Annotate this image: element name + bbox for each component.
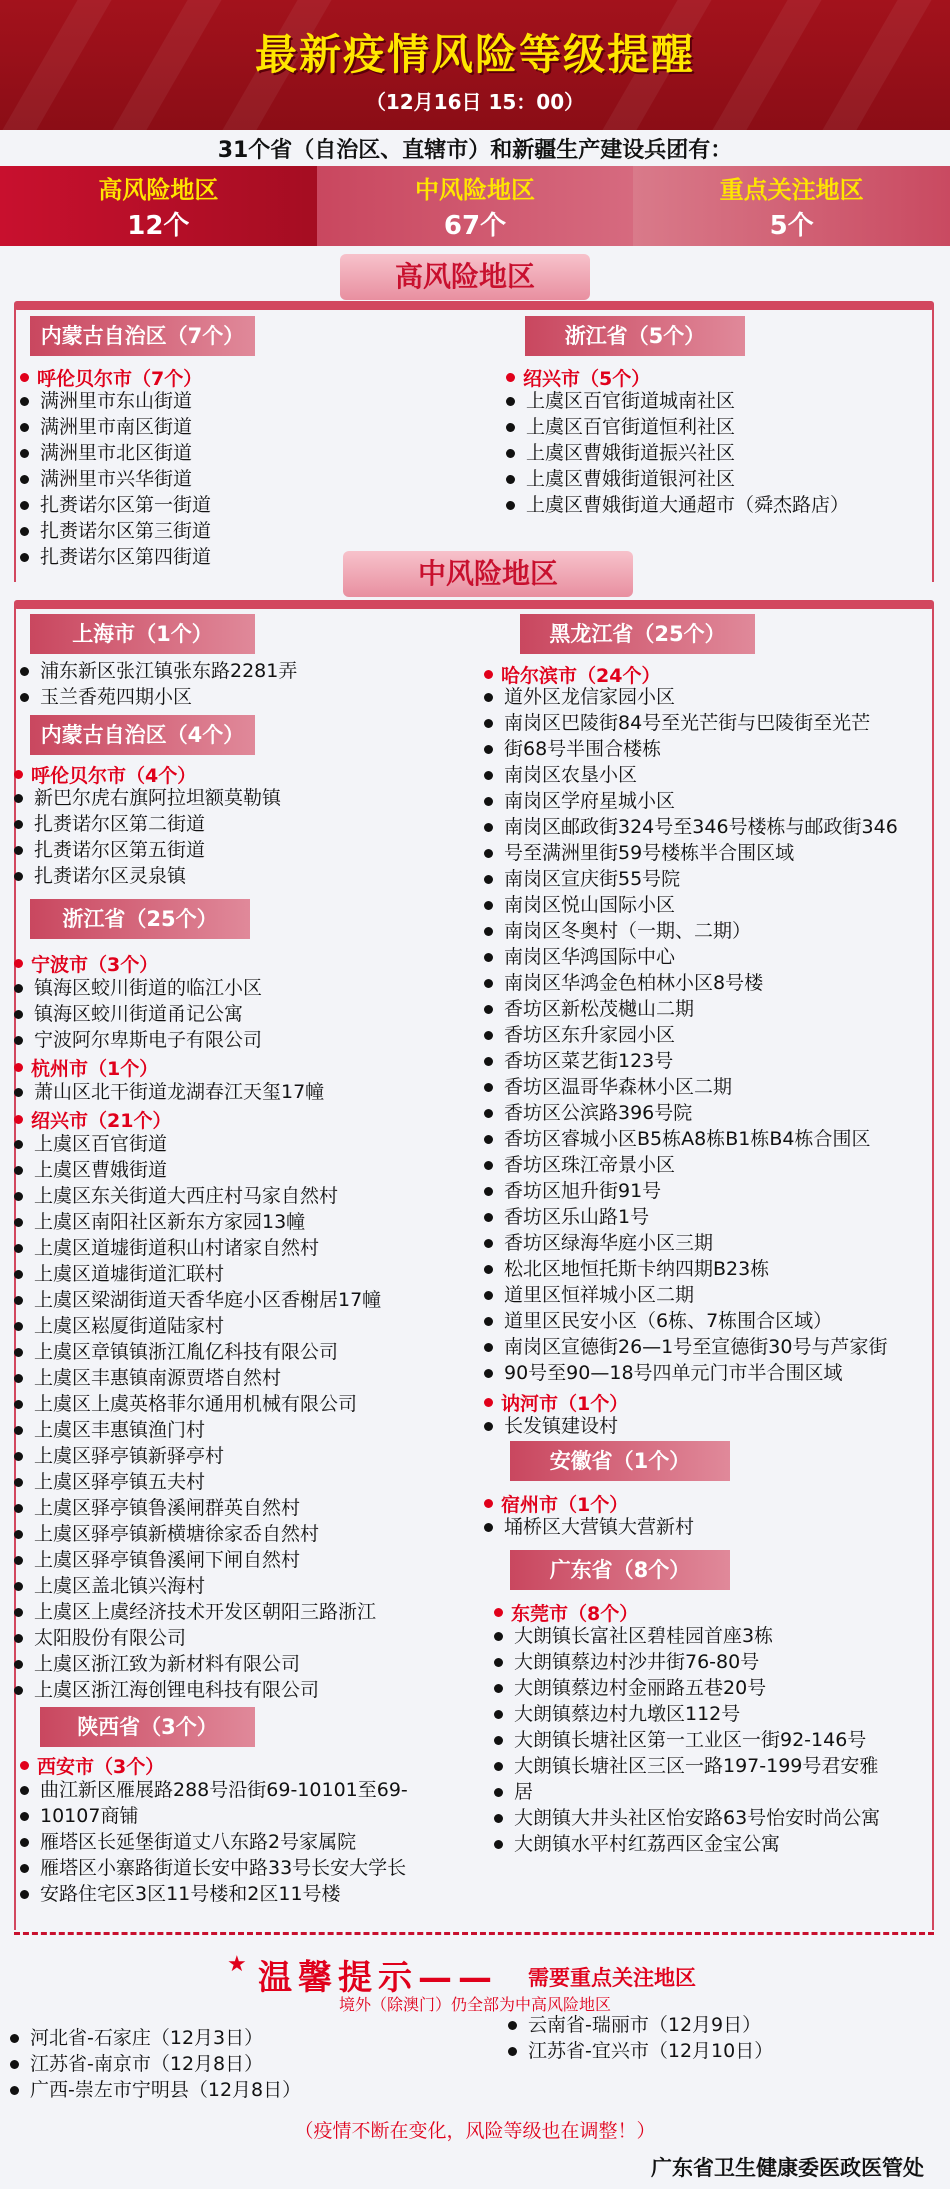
list-item: 大朗镇大井头社区怡安路63号怡安时尚公寓 [494, 1805, 880, 1831]
bullet-icon [14, 1244, 23, 1253]
list-item: 新巴尔虎右旗阿拉坦额莫勒镇 [14, 785, 281, 811]
divider [14, 301, 934, 310]
list-item: 上虞区曹娥街道振兴社区 [506, 440, 735, 466]
bullet-icon [14, 1608, 23, 1617]
list-item: 大朗镇蔡边村金丽路五巷20号 [494, 1675, 766, 1701]
list-item: 上虞区曹娥街道大通超市（舜杰路店） [506, 492, 849, 518]
province-header: 内蒙古自治区（4个） [30, 715, 255, 755]
bullet-icon [14, 1036, 23, 1045]
bullet-icon [484, 1291, 493, 1300]
list-item: 大朗镇长塘社区第一工业区一街92-146号 [494, 1727, 866, 1753]
city-header: 讷河市（1个） [484, 1389, 628, 1416]
bullet-icon [20, 667, 29, 676]
list-item: 萧山区北干街道龙湖春江天玺17幢 [14, 1079, 324, 1105]
bullet-icon [508, 2047, 517, 2056]
list-item: 扎赉诺尔区第一街道 [20, 492, 211, 518]
bullet-icon [494, 1736, 503, 1745]
footer-org: 广东省卫生健康委医政医管处 [651, 2156, 924, 2180]
list-item: 南岗区农垦小区 [484, 762, 637, 788]
list-item: 香坊区旭升街91号 [484, 1178, 661, 1204]
bullet-icon [484, 1161, 493, 1170]
bullet-icon [484, 901, 493, 910]
province-header: 安徽省（1个） [510, 1441, 730, 1481]
bullet-icon [14, 1348, 23, 1357]
list-item: 满洲里市南区街道 [20, 414, 192, 440]
list-item: 广西-崇左市宁明县（12月8日） [10, 2077, 301, 2103]
city-header: 绍兴市（5个） [506, 364, 650, 391]
bullet-icon [484, 1369, 493, 1378]
list-item: 上虞区东关街道大西庄村马家自然村 [14, 1183, 338, 1209]
divider [14, 600, 934, 609]
bullet-icon [14, 1010, 23, 1019]
mid-risk-banner: 中风险地区 [343, 551, 633, 597]
bullet-icon [20, 397, 29, 406]
update-time: （12月16日 15：00） [365, 90, 585, 114]
page-title: 最新疫情风险等级提醒 [254, 30, 695, 79]
bullet-icon [14, 1634, 23, 1643]
list-item: 上虞区百官街道恒利社区 [506, 414, 735, 440]
bullet-icon [494, 1658, 503, 1667]
bullet-icon [20, 1812, 29, 1821]
list-item: 南岗区学府星城小区 [484, 788, 675, 814]
footer-note: （疫情不断在变化，风险等级也在调整！） [294, 2120, 656, 2142]
province-header: 浙江省（25个） [30, 899, 250, 939]
bullet-icon [14, 794, 23, 803]
list-item: 上虞区驿亭镇新驿亭村 [14, 1443, 224, 1469]
list-item: 上虞区浙江海创锂电科技有限公司 [14, 1677, 319, 1703]
list-item: 扎赉诺尔区第五街道 [14, 837, 205, 863]
bullet-icon [10, 2060, 19, 2069]
divider [932, 306, 934, 582]
list-item: 宁波阿尔卑斯电子有限公司 [14, 1027, 262, 1053]
bullet-icon [506, 397, 515, 406]
bullet-icon [484, 849, 493, 858]
list-item: 香坊区东升家园小区 [484, 1022, 675, 1048]
bullet-icon [20, 693, 29, 702]
summary-count: 12个 [127, 211, 190, 241]
list-item: 道里区恒祥城小区二期 [484, 1282, 694, 1308]
list-item: 上虞区道墟街道积山村诸家自然村 [14, 1235, 319, 1261]
summary-count: 67个 [443, 211, 507, 241]
list-item: 满洲里市兴华街道 [20, 466, 192, 492]
list-item: 南岗区华鸿国际中心 [484, 944, 675, 970]
summary-mid [317, 166, 634, 246]
list-item: 江苏省-南京市（12月8日） [10, 2051, 263, 2077]
header [0, 0, 950, 130]
list-item: 上虞区驿亭镇五夫村 [14, 1469, 205, 1495]
list-item: 雁塔区小寨路街道长安中路33号长安大学长 [20, 1855, 406, 1881]
bullet-icon [484, 1265, 493, 1274]
list-item: 南岗区悦山国际小区 [484, 892, 675, 918]
summary-label: 高风险地区 [98, 176, 219, 204]
bullet-icon [14, 1192, 23, 1201]
bullet-icon [14, 1218, 23, 1227]
bullet-icon [14, 984, 23, 993]
city-header: 呼伦贝尔市（7个） [20, 364, 202, 391]
list-item: 香坊区温哥华森林小区二期 [484, 1074, 732, 1100]
summary-count: 5个 [769, 211, 814, 241]
province-header: 陕西省（3个） [40, 1707, 255, 1747]
list-item: 埇桥区大营镇大营新村 [484, 1514, 694, 1540]
bullet-icon [484, 797, 493, 806]
bullet-icon [494, 1632, 503, 1641]
list-item: 号至满洲里街59号楼栋半合围区域 [484, 840, 794, 866]
bullet-icon [14, 1400, 23, 1409]
bullet-icon [484, 953, 493, 962]
summary-bar [0, 166, 950, 246]
list-item: 扎赉诺尔区第三街道 [20, 518, 211, 544]
list-item: 上虞区章镇镇浙江胤亿科技有限公司 [14, 1339, 338, 1365]
bullet-icon [14, 1686, 23, 1695]
bullet-icon [14, 1374, 23, 1383]
bullet-icon [484, 927, 493, 936]
summary-high [0, 166, 317, 246]
bullet-icon [10, 2034, 19, 2043]
city-header: 杭州市（1个） [14, 1054, 158, 1081]
bullet-icon [20, 1838, 29, 1847]
list-item: 南岗区邮政街324号至346号楼栋与邮政街346 [484, 814, 898, 840]
city-header: 绍兴市（21个） [14, 1106, 171, 1133]
list-item: 香坊区珠江帝景小区 [484, 1152, 675, 1178]
list-item: 街68号半围合楼栋 [484, 736, 661, 762]
bullet-icon [20, 449, 29, 458]
list-item: 南岗区宣庆街55号院 [484, 866, 680, 892]
bullet-icon [484, 1422, 493, 1431]
list-item: 上虞区百官街道 [14, 1131, 167, 1157]
list-item: 长发镇建设村 [484, 1413, 618, 1439]
list-item: 大朗镇蔡边村沙井街76-80号 [494, 1649, 759, 1675]
list-item: 扎赉诺尔区灵泉镇 [14, 863, 186, 889]
divider [14, 306, 16, 582]
bullet-icon [494, 1684, 503, 1693]
list-item: 上虞区丰惠镇渔门村 [14, 1417, 205, 1443]
bullet-icon [20, 423, 29, 432]
bullet-icon [484, 1213, 493, 1222]
bullet-icon [14, 1322, 23, 1331]
list-item: 香坊区乐山路1号 [484, 1204, 649, 1230]
bullet-icon [484, 1057, 493, 1066]
bullet-icon [494, 1840, 503, 1849]
bullet-icon [494, 1788, 503, 1797]
bullet-icon [494, 1710, 503, 1719]
list-item: 上虞区盖北镇兴海村 [14, 1573, 205, 1599]
list-item: 南岗区冬奥村（一期、二期） [484, 918, 751, 944]
list-item: 南岗区巴陵街84号至光芒街与巴陵街至光芒 [484, 710, 870, 736]
list-item: 上虞区梁湖街道天香华庭小区香榭居17幢 [14, 1287, 381, 1313]
list-item: 南岗区宣德街26—1号至宣德街30号与芦家街 [484, 1334, 887, 1360]
bullet-icon [484, 875, 493, 884]
list-item: 满洲里市北区街道 [20, 440, 192, 466]
bullet-icon [14, 872, 23, 881]
list-item: 香坊区睿城小区B5栋A8栋B1栋B4栋合围区 [484, 1126, 870, 1152]
bullet-icon [20, 1890, 29, 1899]
list-item: 满洲里市东山街道 [20, 388, 192, 414]
bullet-icon [506, 475, 515, 484]
list-item: 大朗镇水平村红荔西区金宝公寓 [494, 1831, 780, 1857]
list-item: 香坊区绿海华庭小区三期 [484, 1230, 713, 1256]
list-item: 大朗镇长塘社区三区一路197-199号君安雅 [494, 1753, 878, 1779]
list-item: 道外区龙信家园小区 [484, 684, 675, 710]
bullet-icon [484, 1239, 493, 1248]
bullet-icon [484, 1317, 493, 1326]
bullet-icon [10, 2086, 19, 2095]
list-item: 太阳股份有限公司 [14, 1625, 186, 1651]
list-item: 上虞区上虞经济技术开发区朝阳三路浙江 [14, 1599, 376, 1625]
bullet-icon [14, 1270, 23, 1279]
bullet-icon [14, 1140, 23, 1149]
bullet-icon [484, 1109, 493, 1118]
province-header: 浙江省（5个） [525, 316, 745, 356]
warm-title: 温馨提示—— [258, 1958, 498, 1998]
list-item: 镇海区蛟川街道甬记公寓 [14, 1001, 243, 1027]
list-item: 雁塔区长延堡街道丈八东路2号家属院 [20, 1829, 356, 1855]
list-item: 上虞区南阳社区新东方家园13幢 [14, 1209, 305, 1235]
bullet-icon [494, 1814, 503, 1823]
list-item: 居 [494, 1779, 533, 1805]
summary-label: 重点关注地区 [719, 176, 864, 204]
bullet-icon [484, 823, 493, 832]
province-header: 内蒙古自治区（7个） [30, 316, 255, 356]
list-item: 镇海区蛟川街道的临江小区 [14, 975, 262, 1001]
list-item: 浦东新区张江镇张东路2281弄 [20, 658, 297, 684]
bullet-icon [14, 1660, 23, 1669]
bullet-icon [484, 1343, 493, 1352]
list-item: 上虞区百官街道城南社区 [506, 388, 735, 414]
list-item: 香坊区新松茂樾山二期 [484, 996, 694, 1022]
list-item: 云南省-瑞丽市（12月9日） [508, 2012, 761, 2038]
bullet-icon [484, 771, 493, 780]
bullet-icon [20, 1786, 29, 1795]
bullet-icon [14, 1296, 23, 1305]
bullet-icon [484, 719, 493, 728]
star-icon: ★ [227, 1952, 247, 1977]
bullet-icon [14, 820, 23, 829]
list-item: 10107商铺 [20, 1803, 138, 1829]
bullet-icon [484, 979, 493, 988]
bullet-icon [484, 693, 493, 702]
city-header: 西安市（3个） [20, 1752, 164, 1779]
list-item: 上虞区曹娥街道 [14, 1157, 167, 1183]
list-item: 大朗镇蔡边村九墩区112号 [494, 1701, 740, 1727]
city-header: 东莞市（8个） [494, 1599, 638, 1626]
bullet-icon [14, 1582, 23, 1591]
bullet-icon [14, 1530, 23, 1539]
bullet-icon [484, 1031, 493, 1040]
bullet-icon [20, 501, 29, 510]
bullet-icon [20, 475, 29, 484]
list-item: 河北省-石家庄（12月3日） [10, 2025, 263, 2051]
summary-focus [633, 166, 950, 246]
province-header: 广东省（8个） [510, 1550, 730, 1590]
list-item: 江苏省-宜兴市（12月10日） [508, 2038, 773, 2064]
list-item: 扎赉诺尔区第二街道 [14, 811, 205, 837]
city-header: 呼伦贝尔市（4个） [14, 761, 196, 788]
list-item: 曲江新区雁展路288号沿街69-10101至69- [20, 1777, 408, 1803]
city-header: 哈尔滨市（24个） [484, 661, 660, 688]
warm-note: 境外（除澳门）仍全部为中高风险地区 [338, 1995, 611, 2014]
bullet-icon [506, 423, 515, 432]
list-item: 道里区民安小区（6栋、7栋围合区域） [484, 1308, 832, 1334]
bullet-icon [20, 1864, 29, 1873]
summary-label: 中风险地区 [415, 176, 535, 204]
province-header: 上海市（1个） [30, 614, 255, 654]
list-item: 安路住宅区3区11号楼和2区11号楼 [20, 1881, 341, 1907]
warm-subtitle: 需要重点关注地区 [528, 1966, 696, 1990]
list-item: 香坊区菜艺街123号 [484, 1048, 673, 1074]
city-header: 宁波市（3个） [14, 950, 158, 977]
province-header: 黑龙江省（25个） [520, 614, 755, 654]
bullet-icon [484, 1005, 493, 1014]
list-item: 上虞区驿亭镇鲁溪闸下闸自然村 [14, 1547, 300, 1573]
bullet-icon [14, 846, 23, 855]
list-item: 松北区地恒托斯卡纳四期B23栋 [484, 1256, 769, 1282]
bullet-icon [14, 1478, 23, 1487]
list-item: 上虞区驿亭镇新横塘徐家岙自然村 [14, 1521, 319, 1547]
list-item: 上虞区上虞英格菲尔通用机械有限公司 [14, 1391, 357, 1417]
list-item: 上虞区崧厦街道陆家村 [14, 1313, 224, 1339]
list-item: 90号至90—18号四单元门市半合围区域 [484, 1360, 843, 1386]
bullet-icon [484, 745, 493, 754]
city-header: 宿州市（1个） [484, 1490, 628, 1517]
bullet-icon [494, 1762, 503, 1771]
bullet-icon [14, 1166, 23, 1175]
bullet-icon [484, 1135, 493, 1144]
list-item: 香坊区公滨路396号院 [484, 1100, 692, 1126]
list-item: 上虞区道墟街道汇联村 [14, 1261, 224, 1287]
bullet-icon [14, 1088, 23, 1097]
list-item: 大朗镇长富社区碧桂园首座3栋 [494, 1623, 773, 1649]
list-item: 玉兰香苑四期小区 [20, 684, 192, 710]
divider [932, 605, 934, 1930]
bullet-icon [14, 1426, 23, 1435]
bullet-icon [506, 449, 515, 458]
list-item: 上虞区曹娥街道银河社区 [506, 466, 735, 492]
subheading: 31个省（自治区、直辖市）和新疆生产建设兵团有： [217, 138, 733, 163]
bullet-icon [484, 1523, 493, 1532]
bullet-icon [20, 527, 29, 536]
list-item: 上虞区浙江致为新材料有限公司 [14, 1651, 300, 1677]
bullet-icon [14, 1504, 23, 1513]
bullet-icon [14, 1452, 23, 1461]
list-item: 上虞区驿亭镇鲁溪闸群英自然村 [14, 1495, 300, 1521]
list-item: 扎赉诺尔区第四街道 [20, 544, 211, 570]
bullet-icon [508, 2021, 517, 2030]
bullet-icon [20, 553, 29, 562]
bullet-icon [14, 1556, 23, 1565]
bullet-icon [484, 1083, 493, 1092]
list-item: 南岗区华鸿金色柏林小区8号楼 [484, 970, 763, 996]
divider [14, 1932, 934, 1935]
high-risk-banner: 高风险地区 [340, 254, 590, 300]
bullet-icon [506, 501, 515, 510]
list-item: 上虞区丰惠镇南源贾塔自然村 [14, 1365, 281, 1391]
bullet-icon [484, 1187, 493, 1196]
